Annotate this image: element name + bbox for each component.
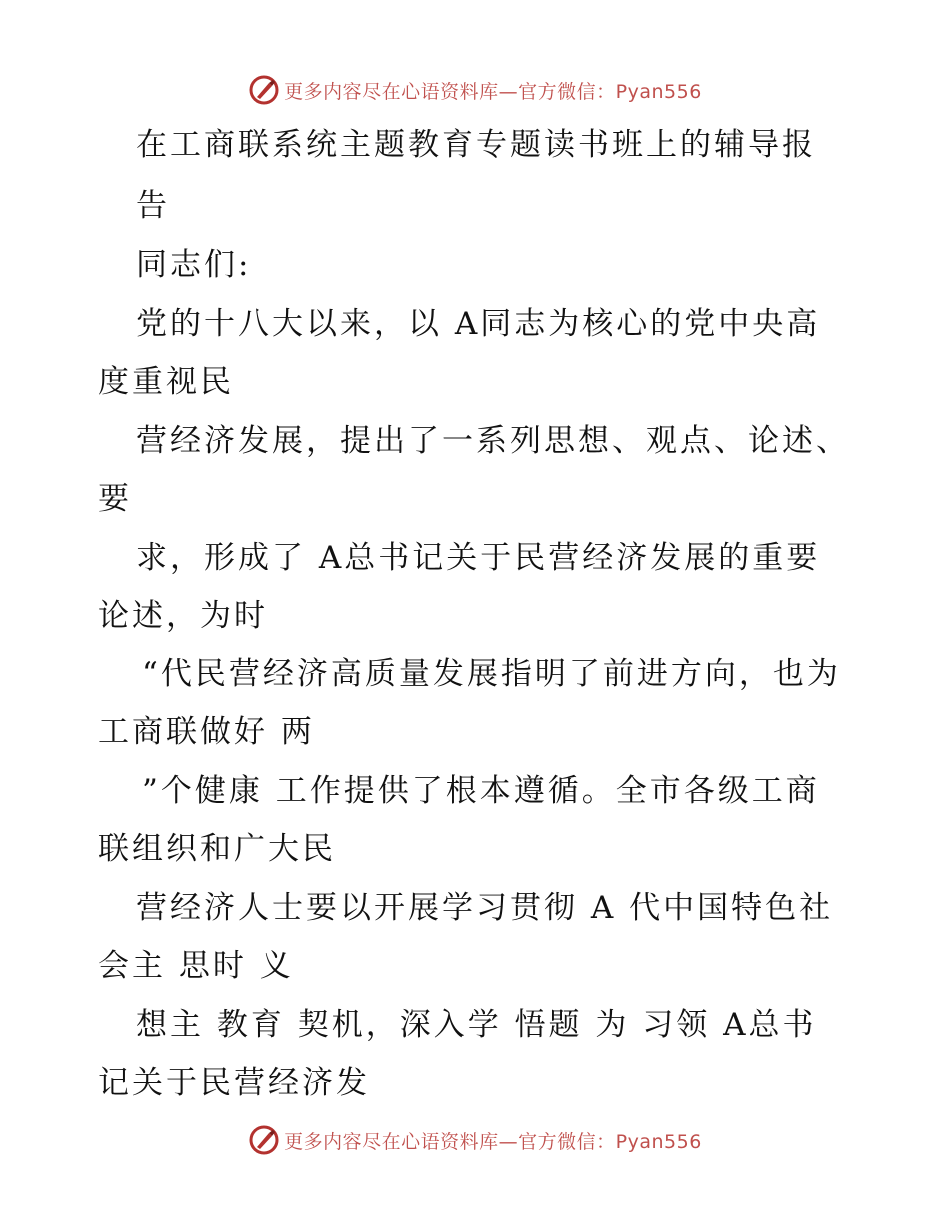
text-line: 会主 思时 义 [98, 948, 294, 984]
text-line: ”个健康 工作提供了根本遵循。全市各级工商 [142, 773, 820, 809]
text-line: “代民营经济高质量发展指明了前进方向，也为 [142, 656, 841, 692]
text-line: 在工商联系统主题教育专题读书班上的辅导报 [136, 127, 816, 163]
text-line: 联组织和广大民 [98, 831, 336, 867]
text-line: 营经济发展，提出了一系列思想、观点、论述、 [136, 423, 850, 459]
watermark-text: 更多内容尽在心语资料库—官方微信：Pyan556 [284, 1130, 702, 1153]
text-line: 求，形成了 A总书记关于民营经济发展的重要 [136, 540, 821, 576]
text-line: 论述，为时 [98, 598, 268, 634]
watermark-text: 更多内容尽在心语资料库—官方微信：Pyan556 [284, 80, 702, 103]
text-line: 要 [98, 481, 132, 517]
pen-seal-icon [248, 1124, 280, 1156]
watermark-footer [0, 1120, 950, 1160]
salutation: 同志们: [136, 247, 252, 283]
text-line: 记关于民营经济发 [98, 1065, 370, 1101]
text-line: 工商联做好 两 [98, 714, 315, 750]
text-line: 党的十八大以来，以 A同志为核心的党中央高 [136, 306, 821, 342]
text-line: 度重视民 [98, 364, 234, 400]
text-line: 告 [136, 188, 170, 224]
text-line: 想主 教育 契机，深入学 悟题 为 习领 A总书 [136, 1007, 817, 1043]
text-line: 营经济人士要以开展学习贯彻 A 代中国特色社 [136, 890, 834, 926]
